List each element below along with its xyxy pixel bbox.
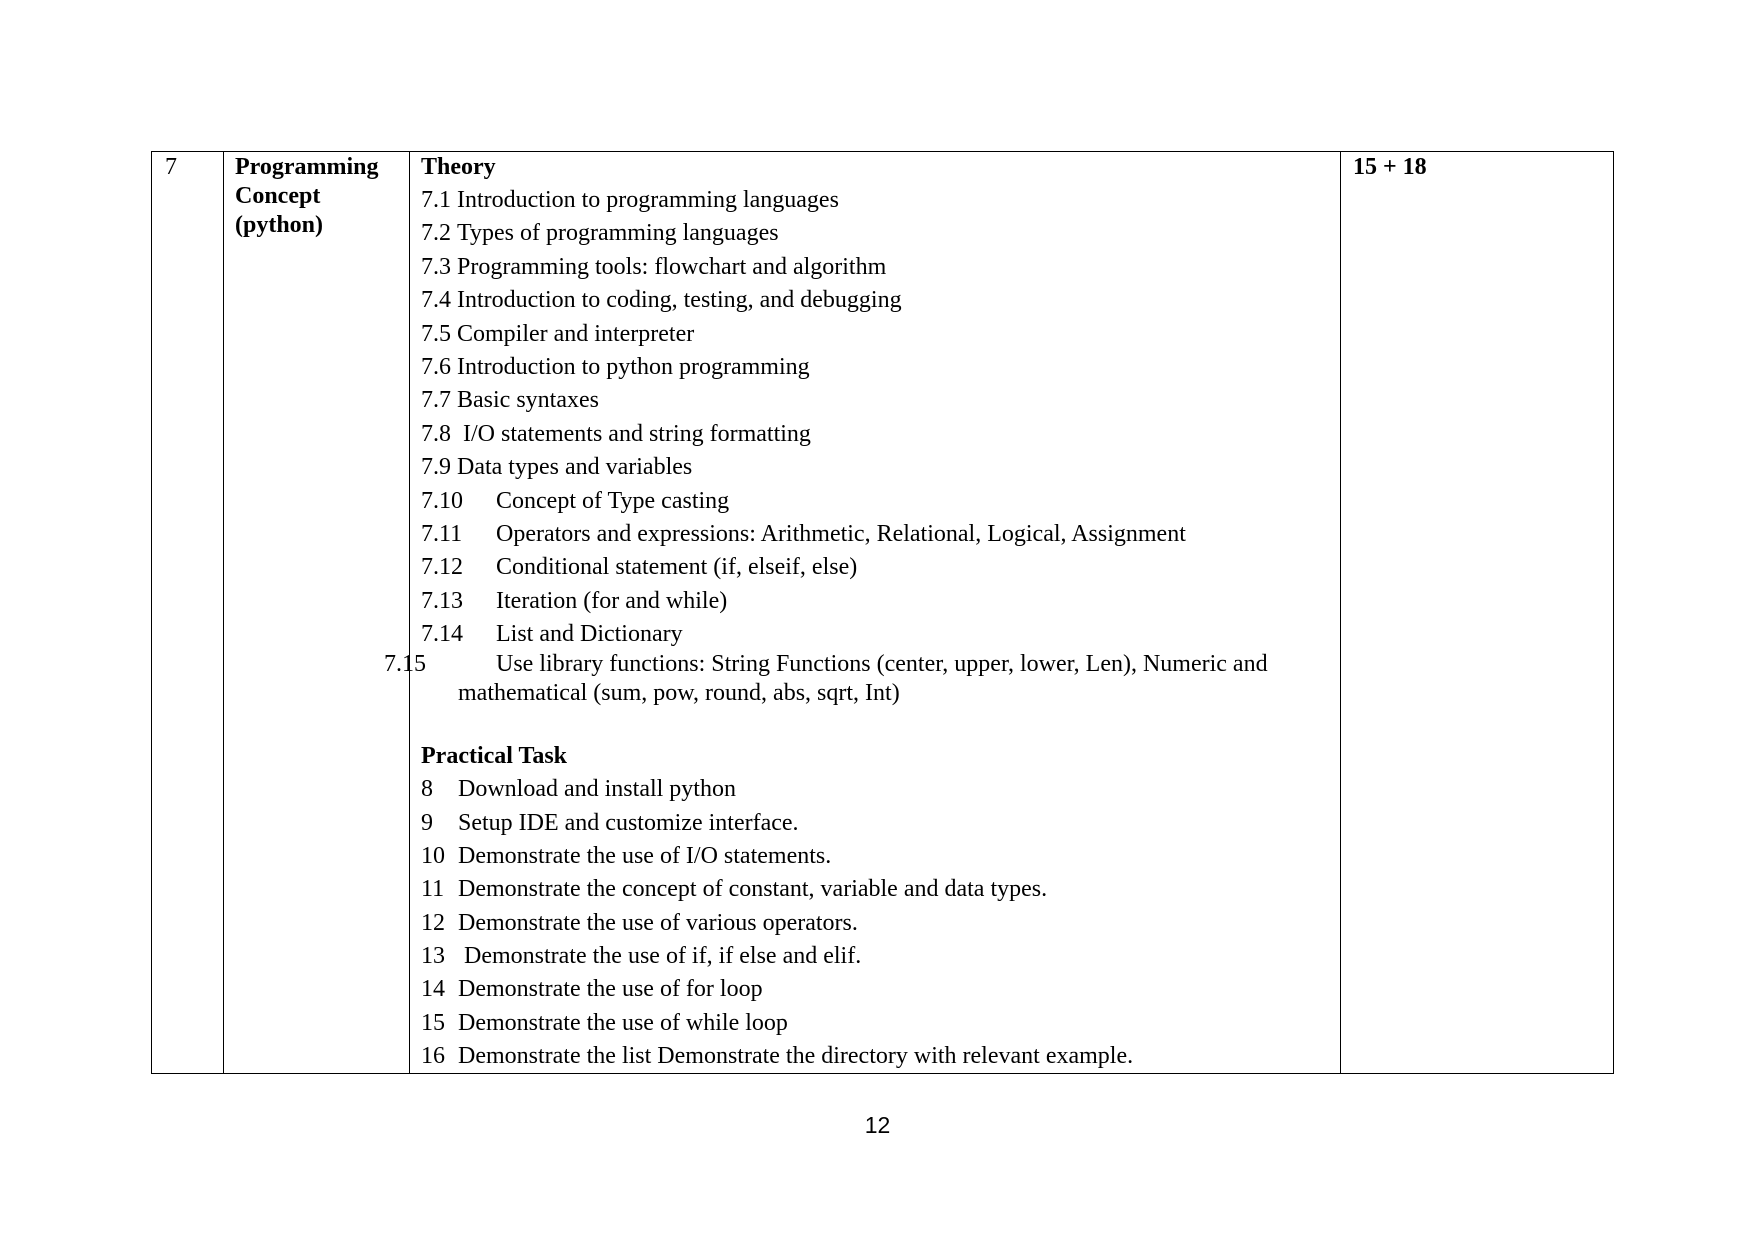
unit-title-line: (python) (235, 212, 324, 238)
list-item: 13 Demonstrate the use of if, if else and elif. (421, 942, 862, 969)
list-item: 7.1 Introduction to programming languages (421, 187, 839, 213)
list-item: 15 Demonstrate the use of while loop (421, 1009, 788, 1036)
list-item: 7.7 Basic syntaxes (421, 387, 599, 414)
list-item: 7.2 Types of programming languages (421, 220, 779, 247)
list-item: 7.5 Compiler and interpreter (421, 320, 695, 347)
list-item: 8 Download and install python (421, 776, 736, 803)
section-spacer (421, 708, 1340, 742)
list-item: 7.6 Introduction to python programming (421, 353, 810, 380)
table-row (152, 152, 1614, 1074)
list-item: 9 Setup IDE and customize interface. (421, 809, 799, 836)
unit-content (384, 152, 1341, 1074)
list-item: 7.15 Use library functions: String Functions (center, upper, lower, Len), Numeric and mathematical (sum, pow, round, abs, sqrt, Int) (384, 651, 1268, 707)
list-item: 10 Demonstrate the use of I/O statements. (421, 843, 832, 870)
list-item: 7.4 Introduction to coding, testing, and debugging (421, 287, 902, 314)
list-item: 7.8 I/O statements and string formatting (421, 420, 811, 447)
list-item: 14 Demonstrate the use of for loop (421, 976, 763, 1003)
list-item: 12 Demonstrate the use of various operators. (421, 909, 858, 936)
list-item: 7.12 Conditional statement (if, elseif, else) (421, 554, 858, 581)
unit-title-line: Concept (235, 183, 321, 209)
list-item: 11 Demonstrate the concept of constant, variable and data types. (421, 876, 1048, 903)
unit-title-line: Programming (235, 154, 379, 180)
list-item: 16 Demonstrate the list Demonstrate the directory with relevant example. (421, 1042, 1134, 1069)
unit-title (224, 152, 410, 1074)
page-number: 12 (864, 1112, 891, 1138)
theory-topic-list (384, 184, 1340, 708)
syllabus-table (151, 151, 1614, 1074)
unit-hours: 15 + 18 (1341, 152, 1614, 1074)
theory-heading: Theory (421, 154, 496, 180)
list-item: 7.9 Data types and variables (421, 454, 693, 481)
list-item: 7.13 Iteration (for and while) (421, 587, 728, 614)
unit-number: 7 (152, 152, 224, 1074)
practical-task-list (421, 773, 1340, 1073)
list-item: 7.11 Operators and expressions: Arithmetic, Relational, Logical, Assignment (421, 520, 1186, 547)
list-item: 7.14 List and Dictionary (421, 621, 683, 648)
list-item: 7.3 Programming tools: flowchart and algorithm (421, 253, 887, 280)
list-item: 7.10 Concept of Type casting (421, 487, 730, 514)
practical-heading: Practical Task (421, 743, 568, 770)
